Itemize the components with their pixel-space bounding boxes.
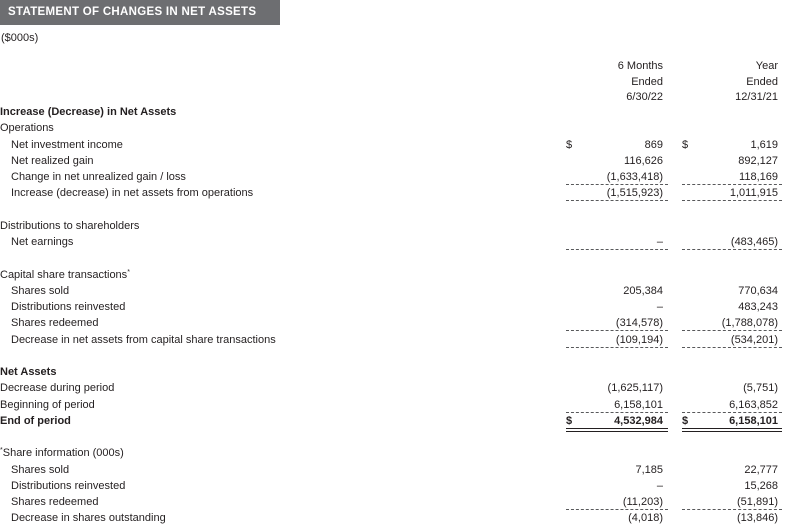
value-6-months: (1,625,117): [607, 382, 663, 395]
value-6-months: 7,185: [635, 463, 663, 476]
value-year: 22,777: [744, 463, 778, 476]
row-label-text: Increase (decrease) in net assets from operations: [11, 187, 254, 200]
row-label-text: Decrease in net assets from capital share transactions: [11, 333, 276, 346]
value-year: 1,619: [750, 138, 778, 151]
row-label-text: Shares redeemed: [11, 496, 99, 508]
value-year: 6,158,101: [729, 414, 778, 427]
column-header-line: 6 Months: [617, 60, 663, 72]
row-label-text: Capital share transactions: [0, 268, 128, 281]
spacer-row: [0, 348, 792, 364]
column-header-6-months: [618, 59, 663, 106]
table-row: [0, 364, 792, 380]
table-row: [0, 315, 792, 331]
row-label: [0, 267, 130, 283]
value-6-months: (314,578): [615, 317, 663, 330]
row-label-text: Decrease in shares outstanding: [11, 512, 166, 525]
row-label-text: End of period: [0, 414, 71, 427]
row-label-text: Net earnings: [11, 236, 74, 248]
row-label-text: Net realized gain: [11, 154, 94, 167]
statement-title: STATEMENT OF CHANGES IN NET ASSETS: [0, 0, 280, 25]
table-row: [0, 218, 792, 234]
table-row: [0, 104, 792, 120]
table-row: [0, 153, 792, 169]
value-6-months: 6,158,101: [614, 398, 663, 411]
row-label: [11, 494, 98, 510]
row-label: [11, 299, 125, 315]
value-year: (534,201): [730, 333, 778, 346]
row-label: [0, 218, 139, 234]
row-label: [11, 332, 276, 348]
value-6-months: (1,515,923): [606, 187, 663, 200]
row-label: [11, 153, 94, 169]
row-label-text: Change in net unrealized gain / loss: [11, 171, 186, 183]
row-label-text: Net investment income: [11, 138, 123, 151]
currency-symbol: $: [682, 414, 689, 427]
units-label: ($000s): [1, 32, 39, 44]
column-header-line: Year: [755, 60, 778, 72]
row-label-text: Shares sold: [11, 284, 70, 297]
table-row: [0, 462, 792, 478]
row-label-text: Share information (000s): [2, 447, 124, 460]
value-year: 770,634: [738, 284, 778, 297]
column-header-line: 6/30/22: [626, 91, 663, 103]
row-label: [0, 413, 71, 429]
value-6-months: 205,384: [623, 284, 663, 297]
row-label-text: Beginning of period: [0, 398, 95, 411]
table-row: [0, 510, 792, 526]
row-label: [0, 120, 54, 136]
table-row: [0, 234, 792, 250]
row-label: [0, 364, 56, 380]
value-year: 483,243: [738, 301, 778, 313]
footnote-marker: *: [127, 268, 130, 276]
table-row: [0, 397, 792, 413]
table-row: [0, 299, 792, 315]
value-year: (1,788,078): [721, 317, 778, 330]
row-label-text: Net Assets: [0, 366, 57, 378]
table-row: [0, 478, 792, 494]
row-label: [0, 104, 176, 120]
row-label-text: Distributions reinvested: [11, 479, 126, 492]
row-label: [11, 283, 69, 299]
value-year: (483,465): [730, 236, 778, 248]
value-6-months: (109,194): [615, 333, 663, 346]
row-label: [11, 478, 125, 494]
row-label-text: Increase (Decrease) in Net Assets: [0, 106, 177, 118]
column-header-line: Ended: [746, 75, 778, 88]
row-label: [0, 397, 95, 413]
row-label-text: Distributions reinvested: [11, 301, 126, 313]
row-label-text: Decrease during period: [0, 382, 115, 395]
column-header-line: 12/31/21: [735, 91, 778, 103]
currency-symbol: $: [682, 138, 689, 151]
table-row: [0, 267, 792, 283]
row-label: [0, 380, 114, 396]
value-6-months: –: [656, 479, 663, 492]
value-year: (5,751): [743, 382, 778, 395]
column-header-line: Ended: [631, 75, 663, 88]
row-label: [11, 185, 253, 201]
footnote-marker: *: [0, 447, 3, 455]
value-6-months: (1,633,418): [606, 171, 663, 183]
value-year: 892,127: [738, 154, 778, 167]
spacer-row: [0, 250, 792, 266]
value-year: 15,268: [744, 479, 778, 492]
value-year: (13,846): [737, 512, 778, 525]
currency-symbol: $: [566, 138, 573, 151]
table-row: [0, 445, 792, 461]
row-label: [11, 137, 123, 153]
spacer-row: [0, 429, 792, 445]
value-year: 1,011,915: [729, 187, 778, 200]
row-label-text: Operations: [0, 122, 54, 135]
row-label: [11, 315, 98, 331]
row-label: [11, 169, 186, 185]
row-label-text: Shares sold: [11, 463, 70, 476]
value-6-months: –: [656, 301, 663, 313]
value-year: 118,169: [739, 171, 778, 183]
value-6-months: 4,532,984: [614, 414, 663, 427]
value-6-months: 869: [644, 138, 663, 151]
row-label: [0, 445, 124, 461]
currency-symbol: $: [566, 414, 573, 427]
row-label: [11, 462, 69, 478]
table-row: [0, 413, 792, 429]
row-label: [11, 234, 73, 250]
table-row: [0, 283, 792, 299]
value-6-months: (4,018): [628, 512, 663, 525]
row-label-text: Shares redeemed: [11, 317, 99, 330]
value-year: 6,163,852: [729, 398, 778, 411]
spacer-row: [0, 202, 792, 218]
row-label: [11, 510, 166, 526]
row-label-text: Distributions to shareholders: [0, 219, 140, 232]
table-row: [0, 120, 792, 136]
value-6-months: 116,626: [624, 154, 663, 167]
table-row: [0, 137, 792, 153]
table-row: [0, 169, 792, 185]
table-row: [0, 185, 792, 201]
value-6-months: –: [656, 236, 663, 248]
table-row: [0, 380, 792, 396]
value-year: (51,891): [737, 496, 778, 508]
value-6-months: (11,203): [622, 496, 663, 508]
column-header-year: [735, 59, 778, 106]
table-row: [0, 332, 792, 348]
table-row: [0, 494, 792, 510]
